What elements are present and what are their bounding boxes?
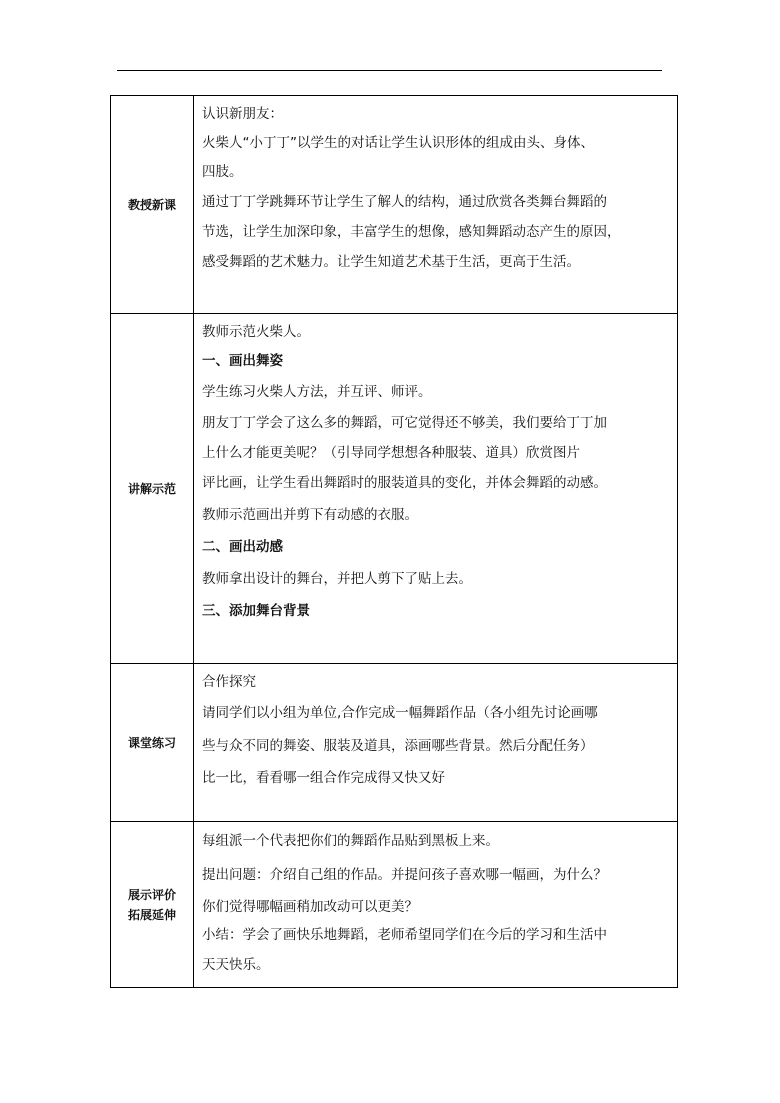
paragraph-line: 学生练习火柴人方法，并互评、师评。 xyxy=(202,384,432,400)
paragraph-line: 每组派一个代表把你们的舞蹈作品贴到黑板上来。 xyxy=(202,833,499,849)
paragraph-line: 评比画，让学生看出舞蹈时的服装道具的变化，并体会舞蹈的动感。 xyxy=(202,475,607,491)
section-label-cell xyxy=(111,96,194,314)
section-label: 教授新课 xyxy=(127,197,176,212)
paragraph-line: 通过丁丁学跳舞环节让学生了解人的结构，通过欣赏各类舞台舞蹈的 xyxy=(202,194,607,210)
section-label: 讲解示范 xyxy=(127,481,176,496)
paragraph-line: 教师示范火柴人。 xyxy=(202,324,310,340)
paragraph-line: 请同学们以小组为单位,合作完成一幅舞蹈作品（各小组先讨论画哪 xyxy=(202,705,598,721)
paragraph-line: 合作探究 xyxy=(202,674,256,690)
paragraph-line: 节选，让学生加深印象，丰富学生的想像，感知舞蹈动态产生的原因， xyxy=(202,224,621,240)
section-content-cell xyxy=(194,314,678,664)
paragraph-line: 上什么才能更美呢？（引导同学想想各种服装、道具）欣赏图片 xyxy=(202,445,580,461)
section-label: 课堂练习 xyxy=(127,735,176,750)
section-label: 展示评价 xyxy=(127,887,176,902)
section-label-cell xyxy=(111,664,194,822)
section-row-explanation-demo xyxy=(111,314,678,664)
section-content-cell xyxy=(194,664,678,822)
section-row-display-evaluation xyxy=(111,822,678,988)
paragraph-line: 天天快乐。 xyxy=(202,957,270,973)
paragraph-line: 比一比，看看哪一组合作完成得又快又好 xyxy=(202,770,445,786)
paragraph-line: 认识新朋友： xyxy=(202,106,283,122)
section-label-cell xyxy=(111,822,194,988)
section-row-class-practice xyxy=(111,664,678,822)
section-content-cell xyxy=(194,822,678,988)
section-heading: 二、画出动感 xyxy=(202,539,283,555)
paragraph-line: 感受舞蹈的艺术魅力。让学生知道艺术基于生活，更高于生活。 xyxy=(202,254,580,270)
header-rule xyxy=(117,70,662,71)
paragraph-line: 你们觉得哪幅画稍加改动可以更美？ xyxy=(202,899,418,915)
paragraph-line: 些与众不同的舞姿、服装及道具，添画哪些背景。然后分配任务） xyxy=(202,738,594,754)
section-label-cell xyxy=(111,314,194,664)
paragraph-line: 教师示范画出并剪下有动感的衣服。 xyxy=(202,507,418,523)
paragraph-line: 朋友丁丁学会了这么多的舞蹈，可它觉得还不够美，我们要给丁丁加 xyxy=(202,415,607,431)
paragraph-line: 火柴人“小丁丁”以学生的对话让学生认识形体的组成由头、身体、 xyxy=(202,135,594,151)
section-heading: 三、添加舞台背景 xyxy=(202,603,310,619)
section-content-cell xyxy=(194,96,678,314)
section-row-teaching-new-lesson xyxy=(111,96,678,314)
lesson-plan-table xyxy=(110,95,678,988)
paragraph-line: 四肢。 xyxy=(202,164,243,180)
paragraph-line: 教师拿出设计的舞台，并把人剪下了贴上去。 xyxy=(202,571,472,587)
paragraph-line: 小结：学会了画快乐地舞蹈，老师希望同学们在今后的学习和生活中 xyxy=(202,927,607,943)
paragraph-line: 提出问题：介绍自己组的作品。并提问孩子喜欢哪一幅画，为什么？ xyxy=(202,867,607,883)
section-heading: 一、画出舞姿 xyxy=(202,353,283,369)
section-label: 拓展延伸 xyxy=(127,907,176,922)
